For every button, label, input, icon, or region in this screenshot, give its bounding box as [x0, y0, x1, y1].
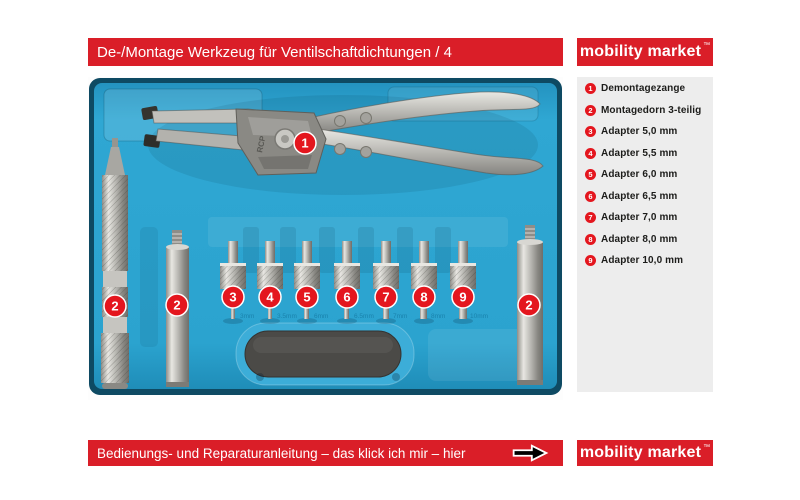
embossed-label: 8mm [431, 313, 446, 320]
callout-badge-8 [413, 286, 435, 308]
item-number-badge: 1 [585, 83, 596, 94]
item-label: Adapter 7,0 mm [601, 212, 678, 224]
embossed-label: 3mm [240, 313, 255, 320]
embossed-label: 6.5mm [354, 313, 374, 320]
embossed-label: 7mm [393, 313, 408, 320]
svg-text:2: 2 [173, 297, 181, 313]
item-label: Adapter 10,0 mm [601, 255, 684, 267]
manual-cta-banner[interactable] [88, 440, 563, 466]
item-number-badge: 9 [585, 255, 596, 266]
list-item [585, 186, 713, 208]
list-item [585, 229, 713, 251]
embossed-label: 3.5mm [277, 313, 297, 320]
trademark-symbol: ™ [703, 42, 711, 49]
manual-cta-label: Bedienungs- und Reparaturanleitung – das klick ich mir – hier [97, 445, 466, 461]
list-item [585, 100, 713, 122]
item-label: Montagedorn 3-teilig [601, 104, 702, 116]
callout-badge-5 [296, 286, 318, 308]
item-label: Demontagezange [601, 83, 686, 95]
list-item [585, 207, 713, 229]
callout-badge-7 [375, 286, 397, 308]
svg-text:4: 4 [266, 289, 274, 305]
svg-text:1: 1 [301, 135, 309, 151]
item-number-badge: 4 [585, 148, 596, 159]
list-item [585, 164, 713, 186]
callout-badge-4 [259, 286, 281, 308]
callout-badge-2-middle [166, 294, 188, 316]
callout-badge-1 [294, 132, 316, 154]
item-label: Adapter 8,0 mm [601, 233, 678, 245]
case-dimple [392, 373, 400, 381]
list-item [585, 121, 713, 143]
svg-text:2: 2 [525, 297, 533, 313]
callout-badge-6 [336, 286, 358, 308]
case-dimple [256, 373, 264, 381]
item-label: Adapter 6,0 mm [601, 169, 678, 181]
list-item [585, 250, 713, 272]
svg-text:6: 6 [343, 289, 351, 305]
callout-badge-9 [452, 286, 474, 308]
item-number-badge: 6 [585, 191, 596, 202]
item-number-badge: 8 [585, 234, 596, 245]
callout-badge-3 [222, 286, 244, 308]
item-label: Adapter 5,0 mm [601, 126, 678, 138]
product-photo [88, 77, 563, 400]
parts-list-panel [577, 77, 713, 392]
pliers-brand-marking: RCP [255, 135, 268, 154]
title-banner [88, 38, 563, 66]
tool-case-illustration [88, 77, 563, 400]
list-item [585, 78, 713, 100]
brand-name: mobility market [579, 43, 702, 60]
embossed-label: 10mm [470, 313, 489, 320]
list-item [585, 143, 713, 165]
embossed-label: 6mm [314, 313, 329, 320]
callout-badge-2-right [518, 294, 540, 316]
callout-badge-2-left [104, 295, 126, 317]
item-number-badge: 5 [585, 169, 596, 180]
svg-text:9: 9 [459, 289, 467, 305]
trademark-symbol: ™ [703, 444, 711, 451]
svg-text:5: 5 [303, 289, 311, 305]
brand-logo-top [577, 38, 713, 66]
item-number-badge: 3 [585, 126, 596, 137]
right-arrow-icon [511, 443, 549, 463]
item-number-badge: 2 [585, 105, 596, 116]
svg-text:7: 7 [382, 289, 390, 305]
item-number-badge: 7 [585, 212, 596, 223]
svg-text:2: 2 [111, 298, 119, 314]
brand-logo-bottom [577, 440, 713, 466]
page-title: De-/Montage Werkzeug für Ventilschaftdichtungen / 4 [97, 43, 452, 61]
knurled-drift-rod [101, 138, 129, 389]
item-label: Adapter 5,5 mm [601, 147, 678, 159]
svg-text:3: 3 [229, 289, 237, 305]
svg-text:8: 8 [420, 289, 428, 305]
brand-name: mobility market [579, 444, 702, 461]
item-label: Adapter 6,5 mm [601, 190, 678, 202]
